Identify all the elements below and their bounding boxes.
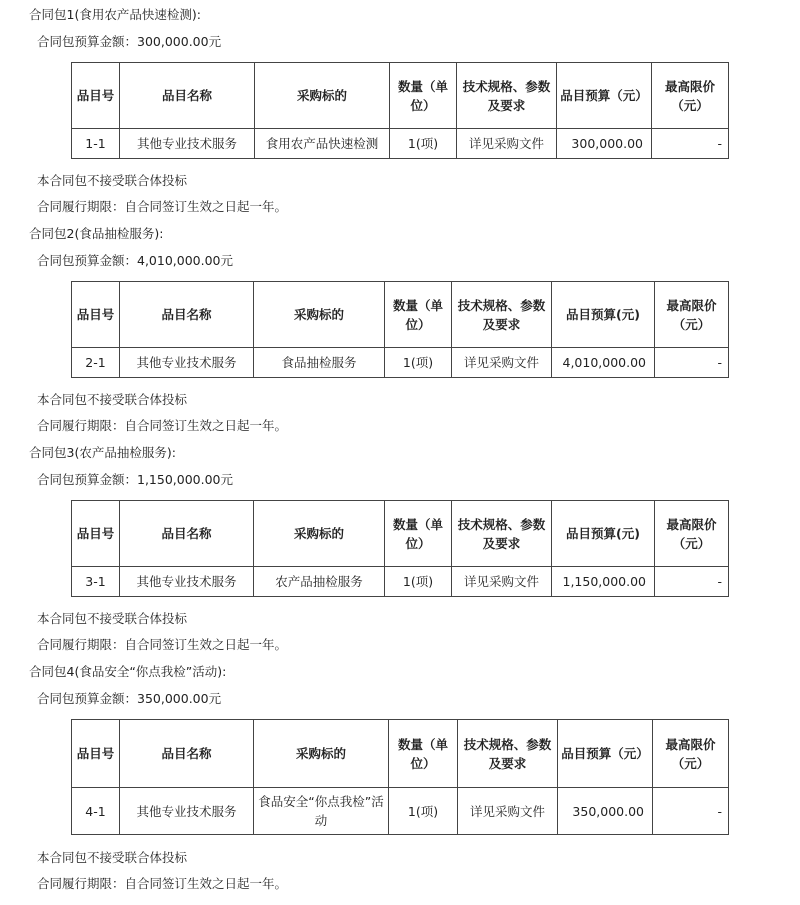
cell-spec: 详见采购文件 — [457, 129, 557, 159]
contract-term: 合同履行期限：自合同签订生效之日起一年。 — [37, 876, 288, 891]
cell-max-price: - — [652, 129, 729, 159]
col-max-price: 最高限价（元） — [653, 720, 729, 788]
col-max-price: 最高限价（元） — [652, 63, 729, 129]
contract-term: 合同履行期限：自合同签订生效之日起一年。 — [37, 418, 288, 433]
table-row — [72, 788, 729, 835]
col-quantity: 数量（单位） — [390, 63, 457, 129]
col-budget: 品目预算（元） — [557, 63, 652, 129]
col-target: 采购标的 — [255, 63, 390, 129]
col-budget: 品目预算（元） — [558, 720, 653, 788]
cell-quantity: 1(项) — [385, 348, 452, 378]
cell-budget: 300,000.00 — [557, 129, 652, 159]
consortium-note: 本合同包不接受联合体投标 — [37, 850, 188, 865]
col-max-price: 最高限价（元） — [655, 282, 729, 348]
package-heading: 合同包4(食品安全“你点我检”活动): — [29, 664, 227, 679]
col-target: 采购标的 — [254, 720, 389, 788]
col-max-price: 最高限价（元） — [655, 501, 729, 567]
cell-budget: 4,010,000.00 — [552, 348, 655, 378]
package-heading: 合同包1(食用农产品快速检测): — [29, 7, 201, 22]
cell-item-name: 其他专业技术服务 — [120, 788, 254, 835]
contract-term: 合同履行期限：自合同签订生效之日起一年。 — [37, 199, 288, 214]
cell-item-name: 其他专业技术服务 — [120, 129, 255, 159]
cell-spec: 详见采购文件 — [452, 567, 552, 597]
col-budget: 品目预算(元) — [552, 282, 655, 348]
col-spec: 技术规格、参数及要求 — [452, 501, 552, 567]
contract-term: 合同履行期限：自合同签订生效之日起一年。 — [37, 637, 288, 652]
col-item-name: 品目名称 — [120, 501, 254, 567]
col-quantity: 数量（单位） — [385, 501, 452, 567]
cell-max-price: - — [655, 567, 729, 597]
col-target: 采购标的 — [254, 282, 385, 348]
consortium-note: 本合同包不接受联合体投标 — [37, 611, 188, 626]
cell-target: 农产品抽检服务 — [254, 567, 385, 597]
cell-quantity: 1(项) — [390, 129, 457, 159]
table-row — [72, 567, 729, 597]
package-budget: 合同包预算金额：1,150,000.00元 — [37, 472, 233, 487]
items-table — [71, 719, 729, 835]
table-row — [72, 129, 729, 159]
cell-item-no: 2-1 — [72, 348, 120, 378]
col-item-name: 品目名称 — [120, 282, 254, 348]
cell-spec: 详见采购文件 — [458, 788, 558, 835]
col-quantity: 数量（单位） — [385, 282, 452, 348]
col-spec: 技术规格、参数及要求 — [457, 63, 557, 129]
consortium-note: 本合同包不接受联合体投标 — [37, 173, 188, 188]
cell-max-price: - — [653, 788, 729, 835]
cell-target: 食品安全“你点我检”活动 — [254, 788, 389, 835]
col-item-name: 品目名称 — [120, 720, 254, 788]
cell-budget: 1,150,000.00 — [552, 567, 655, 597]
package-heading: 合同包3(农产品抽检服务): — [29, 445, 176, 460]
package-budget: 合同包预算金额：4,010,000.00元 — [37, 253, 233, 268]
cell-item-no: 3-1 — [72, 567, 120, 597]
table-header-row — [72, 720, 729, 788]
col-item-no: 品目号 — [72, 720, 120, 788]
cell-target: 食品抽检服务 — [254, 348, 385, 378]
cell-item-name: 其他专业技术服务 — [120, 348, 254, 378]
cell-quantity: 1(项) — [385, 567, 452, 597]
col-item-no: 品目号 — [72, 501, 120, 567]
cell-budget: 350,000.00 — [558, 788, 653, 835]
items-table — [71, 281, 729, 378]
col-spec: 技术规格、参数及要求 — [452, 282, 552, 348]
table-header-row — [72, 282, 729, 348]
package-heading: 合同包2(食品抽检服务): — [29, 226, 164, 241]
package-budget: 合同包预算金额：300,000.00元 — [37, 34, 222, 49]
col-item-no: 品目号 — [72, 282, 120, 348]
cell-target: 食用农产品快速检测 — [255, 129, 390, 159]
cell-spec: 详见采购文件 — [452, 348, 552, 378]
cell-item-no: 4-1 — [72, 788, 120, 835]
items-table — [71, 500, 729, 597]
cell-item-no: 1-1 — [72, 129, 120, 159]
cell-quantity: 1(项) — [389, 788, 458, 835]
col-target: 采购标的 — [254, 501, 385, 567]
col-budget: 品目预算(元) — [552, 501, 655, 567]
col-item-no: 品目号 — [72, 63, 120, 129]
table-row — [72, 348, 729, 378]
cell-max-price: - — [655, 348, 729, 378]
col-quantity: 数量（单位） — [389, 720, 458, 788]
package-budget: 合同包预算金额：350,000.00元 — [37, 691, 222, 706]
items-table — [71, 62, 729, 159]
consortium-note: 本合同包不接受联合体投标 — [37, 392, 188, 407]
col-item-name: 品目名称 — [120, 63, 255, 129]
cell-item-name: 其他专业技术服务 — [120, 567, 254, 597]
table-header-row — [72, 501, 729, 567]
table-header-row — [72, 63, 729, 129]
col-spec: 技术规格、参数及要求 — [458, 720, 558, 788]
